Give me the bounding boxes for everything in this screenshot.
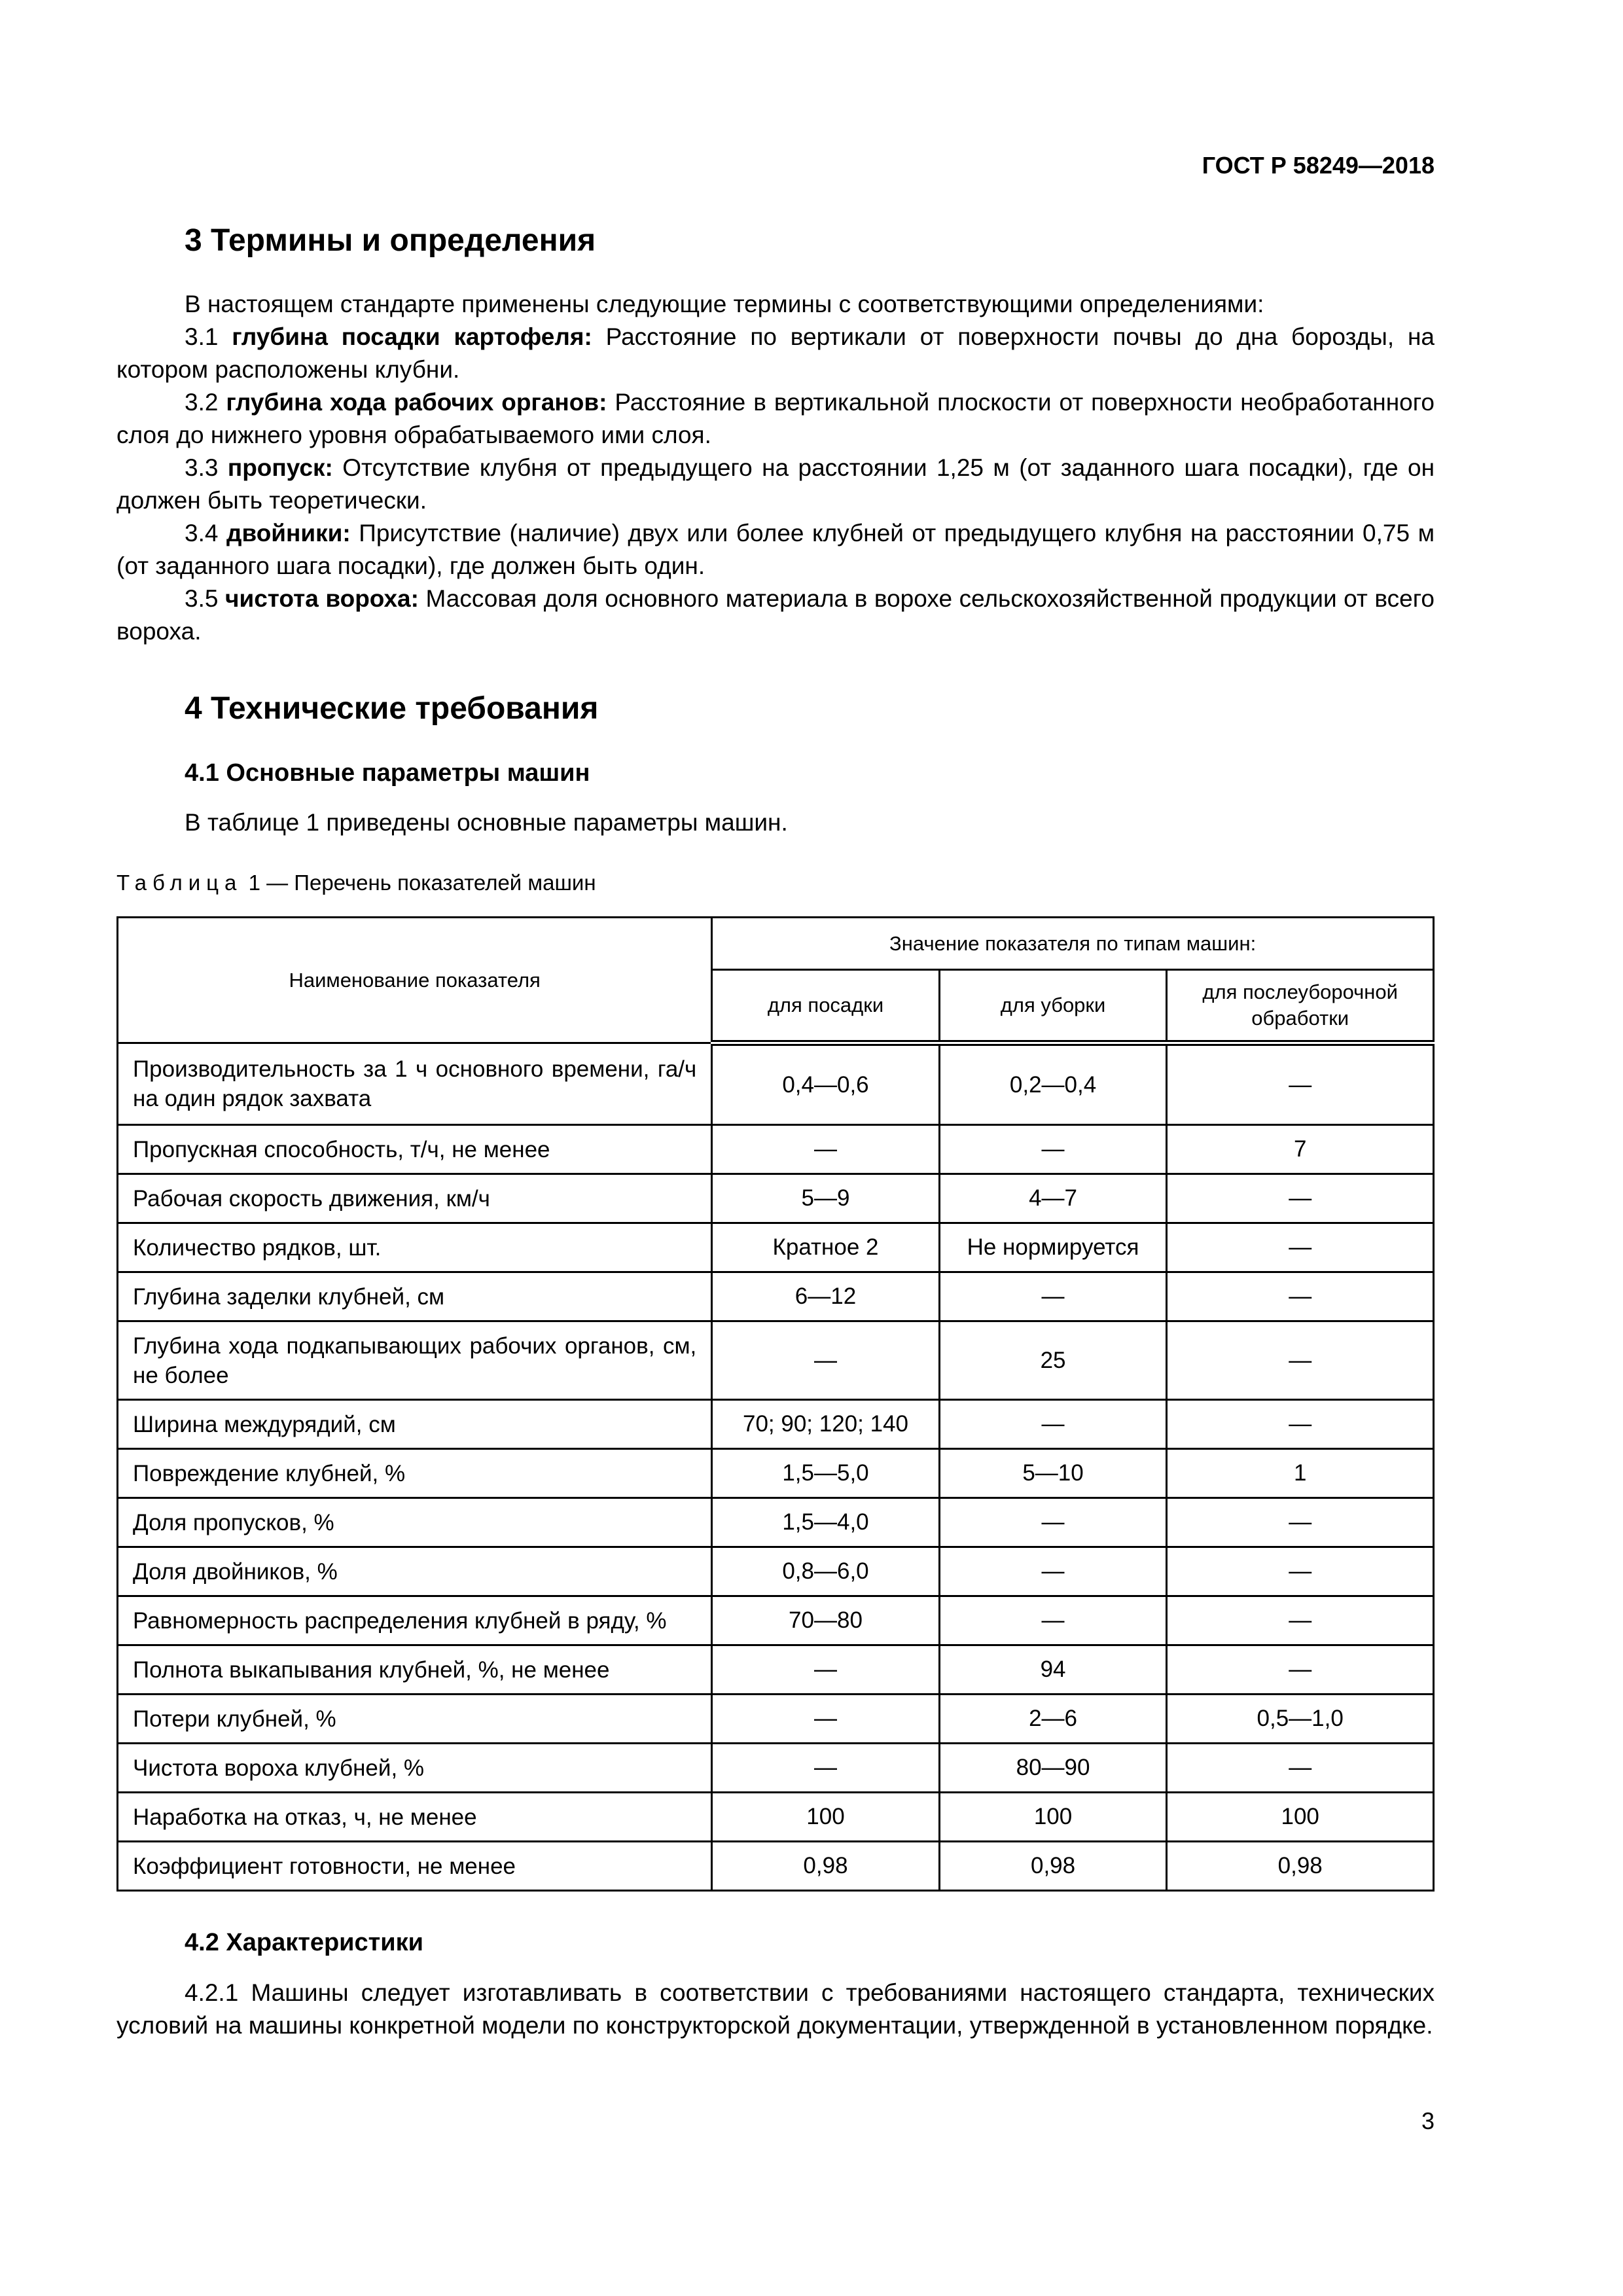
row-value-planting: — (712, 1645, 939, 1695)
row-value-postharvest: 0,98 (1167, 1842, 1434, 1891)
header-col-harvesting: для уборки (939, 970, 1167, 1043)
row-value-planting: 0,8—6,0 (712, 1547, 939, 1596)
table-row (118, 1547, 1434, 1596)
row-value-planting: 1,5—4,0 (712, 1498, 939, 1547)
table-header-row (118, 918, 1434, 970)
row-value-harvesting: 5—10 (939, 1449, 1167, 1498)
row-value-postharvest: — (1167, 1174, 1434, 1223)
table-row (118, 1596, 1434, 1645)
row-value-harvesting: Не нормируется (939, 1223, 1167, 1272)
row-value-postharvest: 7 (1167, 1125, 1434, 1174)
table-row (118, 1842, 1434, 1891)
table-row (118, 1645, 1434, 1695)
header-name: Наименование показателя (118, 918, 712, 1043)
row-name: Количество рядков, шт. (118, 1223, 712, 1272)
row-value-planting: — (712, 1744, 939, 1793)
row-value-harvesting: — (939, 1400, 1167, 1449)
term-3-2: 3.2 глубина хода рабочих органов: Расстояние в вертикальной плоскости от поверхности необработанного слоя до нижнего уровня обрабатываемого ими слоя. (116, 389, 1435, 448)
row-value-postharvest: — (1167, 1744, 1434, 1793)
table-row (118, 1400, 1434, 1449)
row-value-harvesting: 94 (939, 1645, 1167, 1695)
row-name: Наработка на отказ, ч, не менее (118, 1793, 712, 1842)
header-col-postharvest: для послеуборочной обработки (1167, 970, 1434, 1043)
row-value-planting: Кратное 2 (712, 1223, 939, 1272)
row-name: Производительность за 1 ч основного времени, га/ч на один рядок захвата (133, 1056, 697, 1111)
page-number: 3 (1421, 2108, 1435, 2134)
table-row (118, 1449, 1434, 1498)
row-value-postharvest: 0,5—1,0 (1167, 1695, 1434, 1744)
row-name: Чистота вороха клубней, % (118, 1744, 712, 1793)
row-value-harvesting: — (939, 1272, 1167, 1321)
row-value-planting: 6—12 (712, 1272, 939, 1321)
table-row (118, 1223, 1434, 1272)
row-value-postharvest: 100 (1167, 1793, 1434, 1842)
row-name: Доля двойников, % (118, 1547, 712, 1596)
document-code: ГОСТ Р 58249—2018 (1202, 152, 1435, 179)
term-3-5: 3.5 чистота вороха: Массовая доля основного материала в ворохе сельскохозяйственной продукции от всего вороха. (116, 585, 1435, 645)
row-name: Доля пропусков, % (118, 1498, 712, 1547)
row-value-harvesting: 100 (939, 1793, 1167, 1842)
table-row (118, 1272, 1434, 1321)
table-row (118, 1793, 1434, 1842)
row-value-harvesting: 2—6 (939, 1695, 1167, 1744)
subsection-4-1-text: В таблице 1 приведены основные параметры машин. (185, 809, 788, 836)
row-value-planting: 5—9 (712, 1174, 939, 1223)
row-value-planting: 0,4—0,6 (712, 1043, 939, 1125)
term-3-4: 3.4 двойники: Присутствие (наличие) двух или более клубней от предыдущего клубня на расстоянии 0,75 м (от заданного шага посадки), где должен быть один. (116, 520, 1435, 579)
section-3-title: 3 Термины и определения (185, 223, 596, 258)
row-name: Равномерность распределения клубней в ряду, % (118, 1596, 712, 1645)
row-value-planting: 70; 90; 120; 140 (712, 1400, 939, 1449)
row-value-planting: — (712, 1695, 939, 1744)
row-value-harvesting: 0,2—0,4 (939, 1043, 1167, 1125)
row-value-planting: 0,98 (712, 1842, 939, 1891)
row-value-planting: — (712, 1125, 939, 1174)
row-value-postharvest: 1 (1167, 1449, 1434, 1498)
row-value-planting: 1,5—5,0 (712, 1449, 939, 1498)
term-3-1: 3.1 глубина посадки картофеля: Расстояние по вертикали от поверхности почвы до дна борозды, на котором расположены клубни. (116, 323, 1435, 383)
row-value-postharvest: — (1167, 1321, 1434, 1400)
subsection-4-1-title: 4.1 Основные параметры машин (185, 759, 590, 787)
row-value-postharvest: — (1167, 1400, 1434, 1449)
subsection-4-2-title: 4.2 Характеристики (185, 1929, 424, 1956)
table-row (118, 1321, 1434, 1400)
row-name: Коэффициент готовности, не менее (118, 1842, 712, 1891)
term-3-3: 3.3 пропуск: Отсутствие клубня от предыдущего на расстоянии 1,25 м (от заданного шага посадки), где он должен быть теоретически. (116, 454, 1435, 514)
table-row (118, 1695, 1434, 1744)
row-value-postharvest: — (1167, 1223, 1434, 1272)
row-name: Глубина заделки клубней, см (118, 1272, 712, 1321)
section-3-intro: В настоящем стандарте применены следующие термины с соответствующими определениями: (185, 291, 1264, 317)
row-value-planting: 100 (712, 1793, 939, 1842)
row-value-harvesting: 25 (939, 1321, 1167, 1400)
row-value-planting: 70—80 (712, 1596, 939, 1645)
row-value-postharvest: — (1167, 1547, 1434, 1596)
row-value-harvesting: — (939, 1547, 1167, 1596)
header-group: Значение показателя по типам машин: (712, 918, 1434, 970)
row-name: Рабочая скорость движения, км/ч (118, 1174, 712, 1223)
row-value-postharvest: — (1167, 1498, 1434, 1547)
row-value-harvesting: 80—90 (939, 1744, 1167, 1793)
row-value-postharvest: — (1167, 1272, 1434, 1321)
row-name: Пропускная способность, т/ч, не менее (118, 1125, 712, 1174)
row-value-harvesting: — (939, 1125, 1167, 1174)
row-value-postharvest: — (1167, 1043, 1434, 1125)
row-name: Полнота выкапывания клубней, %, не менее (118, 1645, 712, 1695)
row-value-harvesting: 4—7 (939, 1174, 1167, 1223)
table-row (118, 1498, 1434, 1547)
row-value-harvesting: — (939, 1498, 1167, 1547)
parameters-table (116, 916, 1435, 1892)
row-value-harvesting: 0,98 (939, 1842, 1167, 1891)
table-row (118, 1174, 1434, 1223)
section-4-title: 4 Технические требования (185, 691, 599, 726)
row-value-planting: — (712, 1321, 939, 1400)
table-caption: Таблица 1 — Перечень показателей машин (116, 870, 596, 895)
table-row (118, 1744, 1434, 1793)
row-value-postharvest: — (1167, 1596, 1434, 1645)
table-row (118, 1043, 1434, 1125)
table-row (118, 1125, 1434, 1174)
paragraph-4-2-1: 4.2.1 Машины следует изготавливать в соответствии с требованиями настоящего стандарта, технических условий на машины конкретной модели по конструкторской документации, утвержденной в установленном порядке. (116, 1979, 1435, 2039)
row-name: Повреждение клубней, % (118, 1449, 712, 1498)
row-name: Ширина междурядий, см (118, 1400, 712, 1449)
row-name: Глубина хода подкапывающих рабочих органов, см, не более (133, 1333, 697, 1388)
row-name: Потери клубней, % (118, 1695, 712, 1744)
row-value-harvesting: — (939, 1596, 1167, 1645)
header-col-planting: для посадки (712, 970, 939, 1043)
row-value-postharvest: — (1167, 1645, 1434, 1695)
